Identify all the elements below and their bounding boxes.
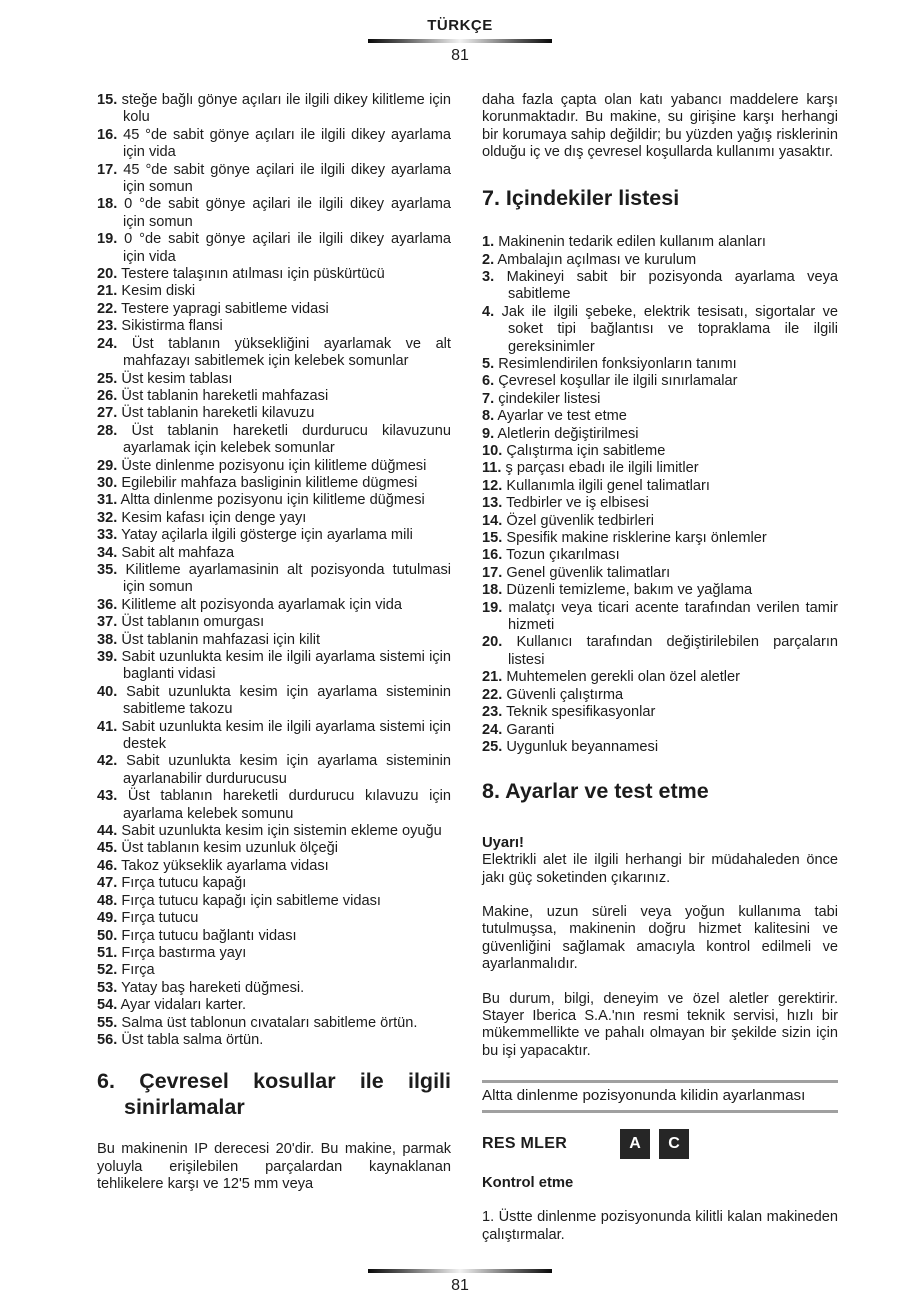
- item-text: Kilitleme alt pozisyonda ayarlamak için vida: [121, 596, 403, 613]
- item-number: 18.: [97, 196, 118, 213]
- list-item: [97, 649, 451, 684]
- item-number: 1.: [482, 234, 495, 251]
- item-number: 25.: [97, 370, 118, 387]
- item-text: Üst tabla salma örtün.: [121, 1031, 264, 1048]
- list-item: [97, 719, 451, 754]
- item-text: Güvenli çalıştırma: [506, 686, 624, 703]
- item-number: 15.: [97, 92, 118, 108]
- item-number: 53.: [97, 979, 118, 996]
- list-item: [482, 391, 838, 408]
- item-number: 46.: [97, 857, 118, 874]
- item-text: çindekiler listesi: [498, 390, 601, 407]
- item-text: Ayar vidaları karter.: [120, 997, 246, 1014]
- header-page-number: 81: [451, 47, 469, 64]
- warning-text: Elektrikli alet ile ilgili herhangi bir müdahaleden önce jakı güç soketinden çıkarınız.: [482, 852, 838, 886]
- item-text: Üst tablanın kesim uzunluk ölçeği: [121, 840, 338, 857]
- item-text: Testere talaşının atılması için püskürtücü: [121, 266, 385, 283]
- item-number: 21.: [97, 283, 118, 300]
- item-number: 52.: [97, 962, 118, 979]
- item-text: 45 °de sabit gönye açilari ile ilgili dikey ayarlama için somun: [123, 161, 451, 196]
- footer-rule: [368, 1269, 552, 1273]
- item-number: 26.: [97, 387, 118, 404]
- item-number: 19.: [482, 599, 503, 616]
- item-number: 29.: [97, 457, 118, 474]
- item-number: 7.: [482, 390, 495, 407]
- list-item: [482, 460, 838, 477]
- item-text: Sabit uzunlukta kesim için ayarlama sisteminin sabitleme takozu: [123, 683, 451, 718]
- item-text: Üst tablanin hareketli mahfazasi: [121, 387, 329, 404]
- page-header: [0, 0, 920, 65]
- item-number: 6.: [482, 373, 495, 390]
- item-text: Kilitleme ayarlamasinin alt pozisyonda tutulmasi için somun: [123, 561, 452, 596]
- item-text: Tozun çıkarılması: [506, 547, 620, 564]
- item-text: Kesim kafası için denge yayı: [121, 509, 307, 526]
- item-text: Kullanımla ilgili genel talimatları: [506, 477, 710, 494]
- intro-paragraph: daha fazla çapta olan katı yabancı maddelere karşı korunmaktadır. Bu makine, su girişine karşı herhangi bir korumaya sahip değildir; bu yüzden yağış risklerinin olduğu iç ve dış çevresel koşullarda kullanımı yasaktır.: [482, 92, 838, 161]
- list-item: [97, 1015, 451, 1032]
- list-item: [482, 739, 838, 756]
- item-number: 56.: [97, 1031, 118, 1048]
- list-item: [97, 371, 451, 388]
- item-number: 35.: [97, 561, 118, 578]
- item-number: 41.: [97, 718, 118, 735]
- list-item: [97, 893, 451, 910]
- item-text: Kesim diski: [121, 283, 196, 300]
- item-number: 44.: [97, 823, 118, 840]
- item-number: 2.: [482, 251, 495, 268]
- figures-row: [482, 1129, 838, 1159]
- item-text: Altta dinlenme pozisyonu için kilitleme düğmesi: [120, 492, 425, 509]
- item-number: 18.: [482, 582, 503, 599]
- list-item: [482, 669, 838, 686]
- control-step-1: 1. Üstte dinlenme pozisyonunda kilitli kalan makineden çalıştırmalar.: [482, 1209, 838, 1243]
- item-text: Düzenli temizleme, bakım ve yağlama: [506, 582, 753, 599]
- item-number: 11.: [482, 460, 502, 477]
- item-number: 4.: [482, 303, 495, 320]
- item-text: Fırça tutucu kapağı: [121, 875, 247, 892]
- item-text: 0 °de sabit gönye açilari ile ilgili dikey ayarlama için somun: [123, 196, 451, 230]
- right-column: [482, 92, 838, 1261]
- list-item: [97, 196, 451, 231]
- section-7-title: 7. Içindekiler listesi: [482, 185, 680, 210]
- list-item: [97, 318, 451, 335]
- item-text: Takoz yükseklik ayarlama vidası: [121, 857, 329, 874]
- item-number: 25.: [482, 738, 503, 755]
- list-item: [97, 127, 451, 162]
- item-text: Kullanıcı tarafından değiştirilebilen parçaların listesi: [508, 634, 838, 668]
- list-item: [97, 753, 451, 788]
- item-text: Üst kesim tablası: [121, 370, 233, 387]
- list-item: [97, 684, 451, 719]
- header-rule: [368, 39, 552, 43]
- subsection-banner: Altta dinlenme pozisyonunda kilidin ayarlanması: [482, 1080, 838, 1113]
- item-number: 45.: [97, 840, 118, 857]
- item-text: Yatay açilarla ilgili gösterge için ayarlama mili: [121, 527, 413, 544]
- list-item: [97, 945, 451, 962]
- item-text: Spesifik makine risklerine karşı önlemler: [506, 530, 767, 547]
- parts-list: [97, 92, 451, 1049]
- item-text: Ambalajın açılması ve kurulum: [497, 251, 697, 268]
- list-item: [97, 875, 451, 892]
- item-number: 37.: [97, 614, 118, 631]
- service-paragraph-2: Bu durum, bilgi, deneyim ve özel aletler gerektirir. Stayer Iberica S.A.'nın resmi teknik servisi, hızlı bir mükemmellikte ve pahalı olmayan bir şekilde sizin için bu işi yapacaktır.: [482, 990, 838, 1059]
- item-number: 12.: [482, 477, 503, 494]
- item-text: Çevresel koşullar ile ilgili sınırlamalar: [498, 373, 738, 390]
- list-item: [482, 722, 838, 739]
- item-text: Sabit uzunlukta kesim ile ilgili ayarlama sistemi için destek: [121, 718, 451, 753]
- list-item: [97, 980, 451, 997]
- item-text: Tedbirler ve iş elbisesi: [506, 495, 649, 512]
- list-item: [482, 478, 838, 495]
- item-text: Genel güvenlik talimatları: [506, 564, 671, 581]
- item-number: 21.: [482, 669, 503, 686]
- item-text: Egilebilir mahfaza basliginin kilitleme dügmesi: [121, 474, 418, 491]
- list-item: [97, 962, 451, 979]
- item-number: 17.: [97, 161, 118, 178]
- item-text: Çalıştırma için sabitleme: [506, 443, 666, 459]
- item-number: 55.: [97, 1014, 118, 1031]
- item-number: 48.: [97, 892, 118, 909]
- item-number: 31.: [97, 492, 118, 509]
- item-number: 19.: [97, 231, 118, 248]
- item-number: 24.: [97, 335, 118, 352]
- list-item: [97, 283, 451, 300]
- item-text: Fırça tutucu kapağı için sabitleme vidası: [121, 892, 381, 909]
- item-number: 8.: [482, 408, 495, 425]
- item-text: 45 °de sabit gönye açıları ile ilgili dikey ayarlama için vida: [123, 126, 451, 161]
- item-number: 39.: [97, 649, 118, 665]
- list-item: [482, 495, 838, 512]
- item-text: Üst tablanın hareketli durdurucu kılavuzu için ayarlama kelebek somunu: [123, 788, 451, 822]
- warning-label: Uyarı!: [482, 834, 524, 851]
- list-item: [97, 475, 451, 492]
- item-number: 16.: [482, 547, 503, 564]
- list-item: [97, 527, 451, 544]
- list-item: [97, 597, 451, 614]
- list-item: [482, 356, 838, 373]
- item-text: Aletlerin değiştirilmesi: [497, 425, 639, 442]
- service-paragraph-1: Makine, uzun süreli veya yoğun kullanıma tabi tutulmuşsa, makinenin doğru hizmet kalitesini ve güvenliğini sağlamak amacıyla kontrol edilmeli ve ayarlanmalıdır.: [482, 904, 838, 973]
- item-number: 20.: [482, 634, 503, 651]
- figure-badge-group: [620, 1129, 689, 1159]
- list-item: [97, 788, 451, 823]
- item-text: Üst tablanın omurgası: [121, 614, 265, 631]
- list-item: [97, 405, 451, 422]
- list-item: [97, 562, 451, 597]
- item-text: Üste dinlenme pozisyonu için kilitleme düğmesi: [121, 457, 427, 474]
- item-text: Üst tablanin mahfazasi için kilit: [121, 631, 321, 648]
- list-item: [482, 600, 838, 635]
- list-item: [482, 704, 838, 721]
- item-number: 49.: [97, 910, 118, 927]
- item-number: 40.: [97, 683, 118, 700]
- item-text: malatçı veya ticari acente tarafından verilen tamir hizmeti: [508, 599, 838, 634]
- item-text: Garanti: [506, 721, 555, 738]
- item-text: Sikistirma flansi: [121, 318, 223, 335]
- item-number: 33.: [97, 527, 118, 544]
- list-item: [482, 547, 838, 564]
- item-number: 43.: [97, 788, 118, 805]
- item-text: Özel güvenlik tedbirleri: [506, 512, 654, 529]
- section-6-title: 6. Çevresel kosullar ile ilgili sinirlamalar: [97, 1069, 451, 1119]
- item-number: 34.: [97, 544, 118, 561]
- left-column: [97, 92, 451, 1261]
- item-number: 36.: [97, 596, 118, 613]
- item-number: 22.: [97, 300, 118, 317]
- list-item: [97, 301, 451, 318]
- list-item: [97, 162, 451, 197]
- item-text: Üst tablanin hareketli kilavuzu: [121, 405, 315, 422]
- list-item: [97, 997, 451, 1014]
- item-text: Fırça: [121, 962, 155, 979]
- item-number: 20.: [97, 266, 118, 283]
- list-item: [482, 252, 838, 269]
- item-text: Makinenin tedarik edilen kullanım alanları: [498, 234, 766, 251]
- figure-badge: A: [620, 1129, 650, 1159]
- item-number: 30.: [97, 474, 118, 491]
- list-item: [97, 823, 451, 840]
- item-number: 24.: [482, 721, 503, 738]
- item-text: Sabit uzunlukta kesim için ayarlama sisteminin ayarlanabilir durdurucusu: [123, 753, 451, 787]
- item-number: 9.: [482, 425, 495, 442]
- item-text: Sabit uzunlukta kesim ile ilgili ayarlama sistemi için baglanti vidasi: [121, 649, 451, 683]
- list-item: [97, 423, 451, 458]
- list-item: [97, 336, 451, 371]
- item-text: Muhtemelen gerekli olan özel aletler: [506, 669, 740, 686]
- list-item: [482, 304, 838, 356]
- item-number: 3.: [482, 268, 495, 285]
- item-number: 27.: [97, 405, 118, 422]
- control-heading: Kontrol etme: [482, 1175, 574, 1192]
- list-item: [97, 545, 451, 562]
- item-number: 23.: [482, 704, 503, 721]
- figure-badge: C: [659, 1129, 689, 1159]
- item-number: 54.: [97, 997, 118, 1014]
- item-number: 47.: [97, 875, 118, 892]
- item-number: 17.: [482, 564, 503, 581]
- list-item: [97, 266, 451, 283]
- list-item: [482, 530, 838, 547]
- list-item: [97, 858, 451, 875]
- item-text: Sabit alt mahfaza: [121, 544, 235, 561]
- item-text: Resimlendirilen fonksiyonların tanımı: [498, 355, 737, 372]
- item-text: Teknik spesifikasyonlar: [506, 704, 656, 721]
- list-item: [482, 687, 838, 704]
- item-text: Jak ile ilgili şebeke, elektrik tesisatı, sigortalar ve soket tipi bağlantısı ve topraklama ile ilgili gereksinimler: [501, 303, 838, 355]
- item-text: Makineyi sabit bir pozisyonda ayarlama veya sabitleme: [506, 268, 838, 303]
- list-item: [482, 634, 838, 669]
- item-number: 28.: [97, 422, 118, 439]
- item-text: Fırça tutucu bağlantı vidası: [121, 927, 297, 944]
- item-text: Sabit uzunlukta kesim için sistemin ekleme oyuğu: [121, 823, 442, 840]
- footer-page-number: 81: [451, 1277, 469, 1294]
- list-item: [97, 910, 451, 927]
- list-item: [97, 614, 451, 631]
- list-item: [97, 492, 451, 509]
- item-number: 51.: [97, 944, 118, 961]
- language-title: TÜRKÇE: [427, 17, 493, 34]
- two-column-layout: [0, 65, 920, 1261]
- list-item: [482, 269, 838, 304]
- item-text: Fırça tutucu: [121, 910, 199, 927]
- list-item: [482, 582, 838, 599]
- item-text: Testere yapragi sabitleme vidasi: [121, 300, 329, 317]
- list-item: [97, 1032, 451, 1049]
- contents-list: [482, 234, 838, 756]
- item-text: Salma üst tablonun cıvataları sabitleme örtün.: [121, 1014, 418, 1031]
- list-item: [482, 234, 838, 251]
- list-item: [97, 231, 451, 266]
- item-number: 16.: [97, 126, 118, 143]
- item-number: 22.: [482, 686, 503, 703]
- item-number: 32.: [97, 509, 118, 526]
- item-number: 13.: [482, 495, 503, 512]
- section-8-title: 8. Ayarlar ve test etme: [482, 779, 709, 804]
- list-item: [482, 408, 838, 425]
- item-number: 42.: [97, 753, 118, 770]
- list-item: [97, 92, 451, 127]
- list-item: [97, 510, 451, 527]
- list-item: [482, 443, 838, 460]
- item-text: 0 °de sabit gönye açilari ile ilgili dikey ayarlama için vida: [123, 231, 451, 265]
- item-number: 14.: [482, 512, 503, 529]
- item-text: ş parçası ebadı ile ilgili limitler: [505, 460, 699, 477]
- list-item: [97, 840, 451, 857]
- item-number: 50.: [97, 927, 118, 944]
- list-item: [482, 426, 838, 443]
- list-item: [97, 458, 451, 475]
- section-6-paragraph: Bu makinenin IP derecesi 20'dir. Bu makine, parmak yoluyla erişilebilen parçalardan kaynaklanan tehlikelere karşı ve 12'5 mm veya: [97, 1141, 451, 1193]
- item-text: Uygunluk beyannamesi: [506, 738, 659, 755]
- item-text: Üst tablanin hareketli durdurucu kilavuzunu ayarlamak için kelebek somunlar: [123, 422, 451, 457]
- list-item: [482, 565, 838, 582]
- list-item: [482, 513, 838, 530]
- item-number: 38.: [97, 631, 118, 648]
- item-text: Yatay baş hareketi düğmesi.: [121, 979, 305, 996]
- list-item: [97, 632, 451, 649]
- item-text: Ayarlar ve test etme: [497, 408, 627, 425]
- list-item: [97, 928, 451, 945]
- item-number: 10.: [482, 443, 503, 459]
- page-footer: [0, 1264, 920, 1295]
- item-text: Üst tablanın yüksekliğini ayarlamak ve alt mahfazayı sabitlemek için kelebek somunlar: [123, 335, 451, 370]
- list-item: [482, 373, 838, 390]
- item-text: Fırça bastırma yayı: [121, 944, 247, 961]
- item-number: 5.: [482, 355, 495, 372]
- figures-label: RES MLER: [482, 1135, 568, 1153]
- item-text: steğe bağlı gönye açıları ile ilgili dikey kilitleme için kolu: [121, 92, 451, 126]
- item-number: 23.: [97, 318, 118, 335]
- list-item: [97, 388, 451, 405]
- item-number: 15.: [482, 530, 503, 547]
